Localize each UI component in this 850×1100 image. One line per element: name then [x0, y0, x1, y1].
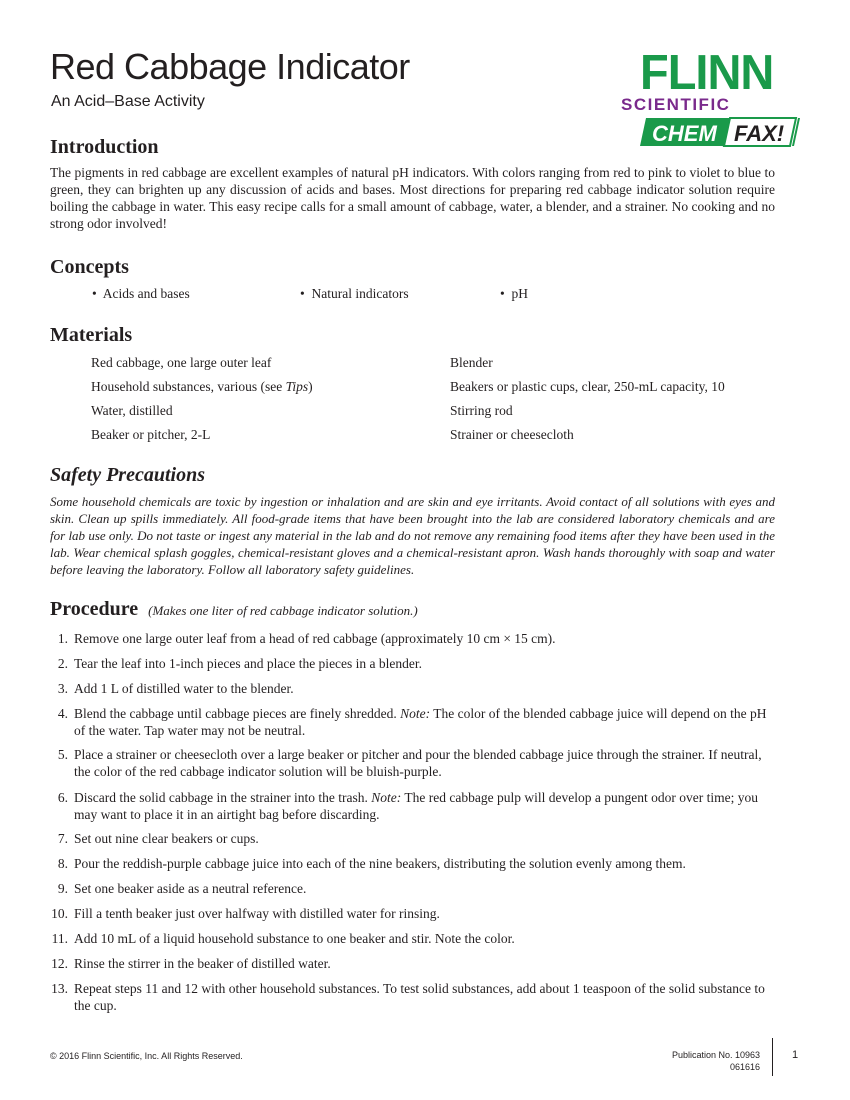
copyright-text: © 2016 Flinn Scientific, Inc. All Rights Reserved.: [50, 1051, 243, 1061]
footer-divider: [772, 1038, 773, 1076]
logo-chem-text: CHEM: [652, 121, 717, 146]
material-item: Blender: [450, 355, 493, 370]
page-title: Red Cabbage Indicator: [50, 46, 410, 87]
material-item: Water, distilled: [91, 403, 173, 418]
concepts-heading: Concepts: [50, 256, 129, 278]
introduction-text: The pigments in red cabbage are excellent examples of natural pH indicators. With colors ranging from red to pink to violet to blue to green, they can brighten up any discussion of acids and bases. Most directions for preparing red cabbage indicator solution require boiling the cabbage in water. This easy recipe calls for a small amount of cabbage, water, a blender, and a strainer. No cooking and no strong odor involved!: [50, 165, 775, 231]
logo-flinn-text: FLINN: [640, 43, 774, 100]
introduction-heading: Introduction: [50, 136, 159, 158]
publication-info: [672, 1049, 760, 1073]
publication-code: 061616: [729, 1062, 760, 1072]
material-item: Beaker or pitcher, 2-L: [91, 427, 211, 442]
page-subtitle: An Acid–Base Activity: [51, 93, 205, 110]
material-item: Stirring rod: [450, 403, 513, 418]
concept-item: • pH: [500, 286, 528, 301]
procedure-note: (Makes one liter of red cabbage indicator solution.): [148, 603, 418, 618]
logo-fax-text: FAX!: [734, 121, 785, 146]
material-item: Beakers or plastic cups, clear, 250-mL capacity, 10: [450, 379, 725, 394]
flinn-chemfax-logo: [612, 43, 802, 152]
logo-scientific-text: SCIENTIFIC: [621, 95, 731, 114]
logo-chemfax-badge: [640, 116, 800, 148]
material-item: Red cabbage, one large outer leaf: [91, 355, 272, 370]
page-number: 1: [792, 1049, 799, 1061]
concept-item: • Acids and bases: [92, 286, 190, 301]
material-item: Household substances, various (see Tips): [91, 379, 313, 394]
safety-text: Some household chemicals are toxic by ingestion or inhalation and are skin and eye irritants. Avoid contact of all solutions with eyes and skin. Clean up spills immediately. All food-grade items that have been brought into the lab are considered laboratory chemicals and are for lab use only. Do not taste or ingest any material in the lab and do not remove any remaining food items after they have been used in the lab. Wear chemical splash goggles, chemical-resistant gloves and a chemical-resistant apron. Wash hands thoroughly with soap and water before leaving the laboratory. Follow all laboratory safety guidelines.: [50, 494, 775, 577]
procedure-heading: Procedure (Makes one liter of red cabbage indicator solution.): [50, 598, 418, 620]
safety-heading: Safety Precautions: [50, 464, 205, 486]
material-item: Strainer or cheesecloth: [450, 427, 574, 442]
concept-item: • Natural indicators: [300, 286, 409, 301]
publication-number: Publication No. 10963: [671, 1050, 760, 1060]
materials-heading: Materials: [50, 324, 133, 346]
